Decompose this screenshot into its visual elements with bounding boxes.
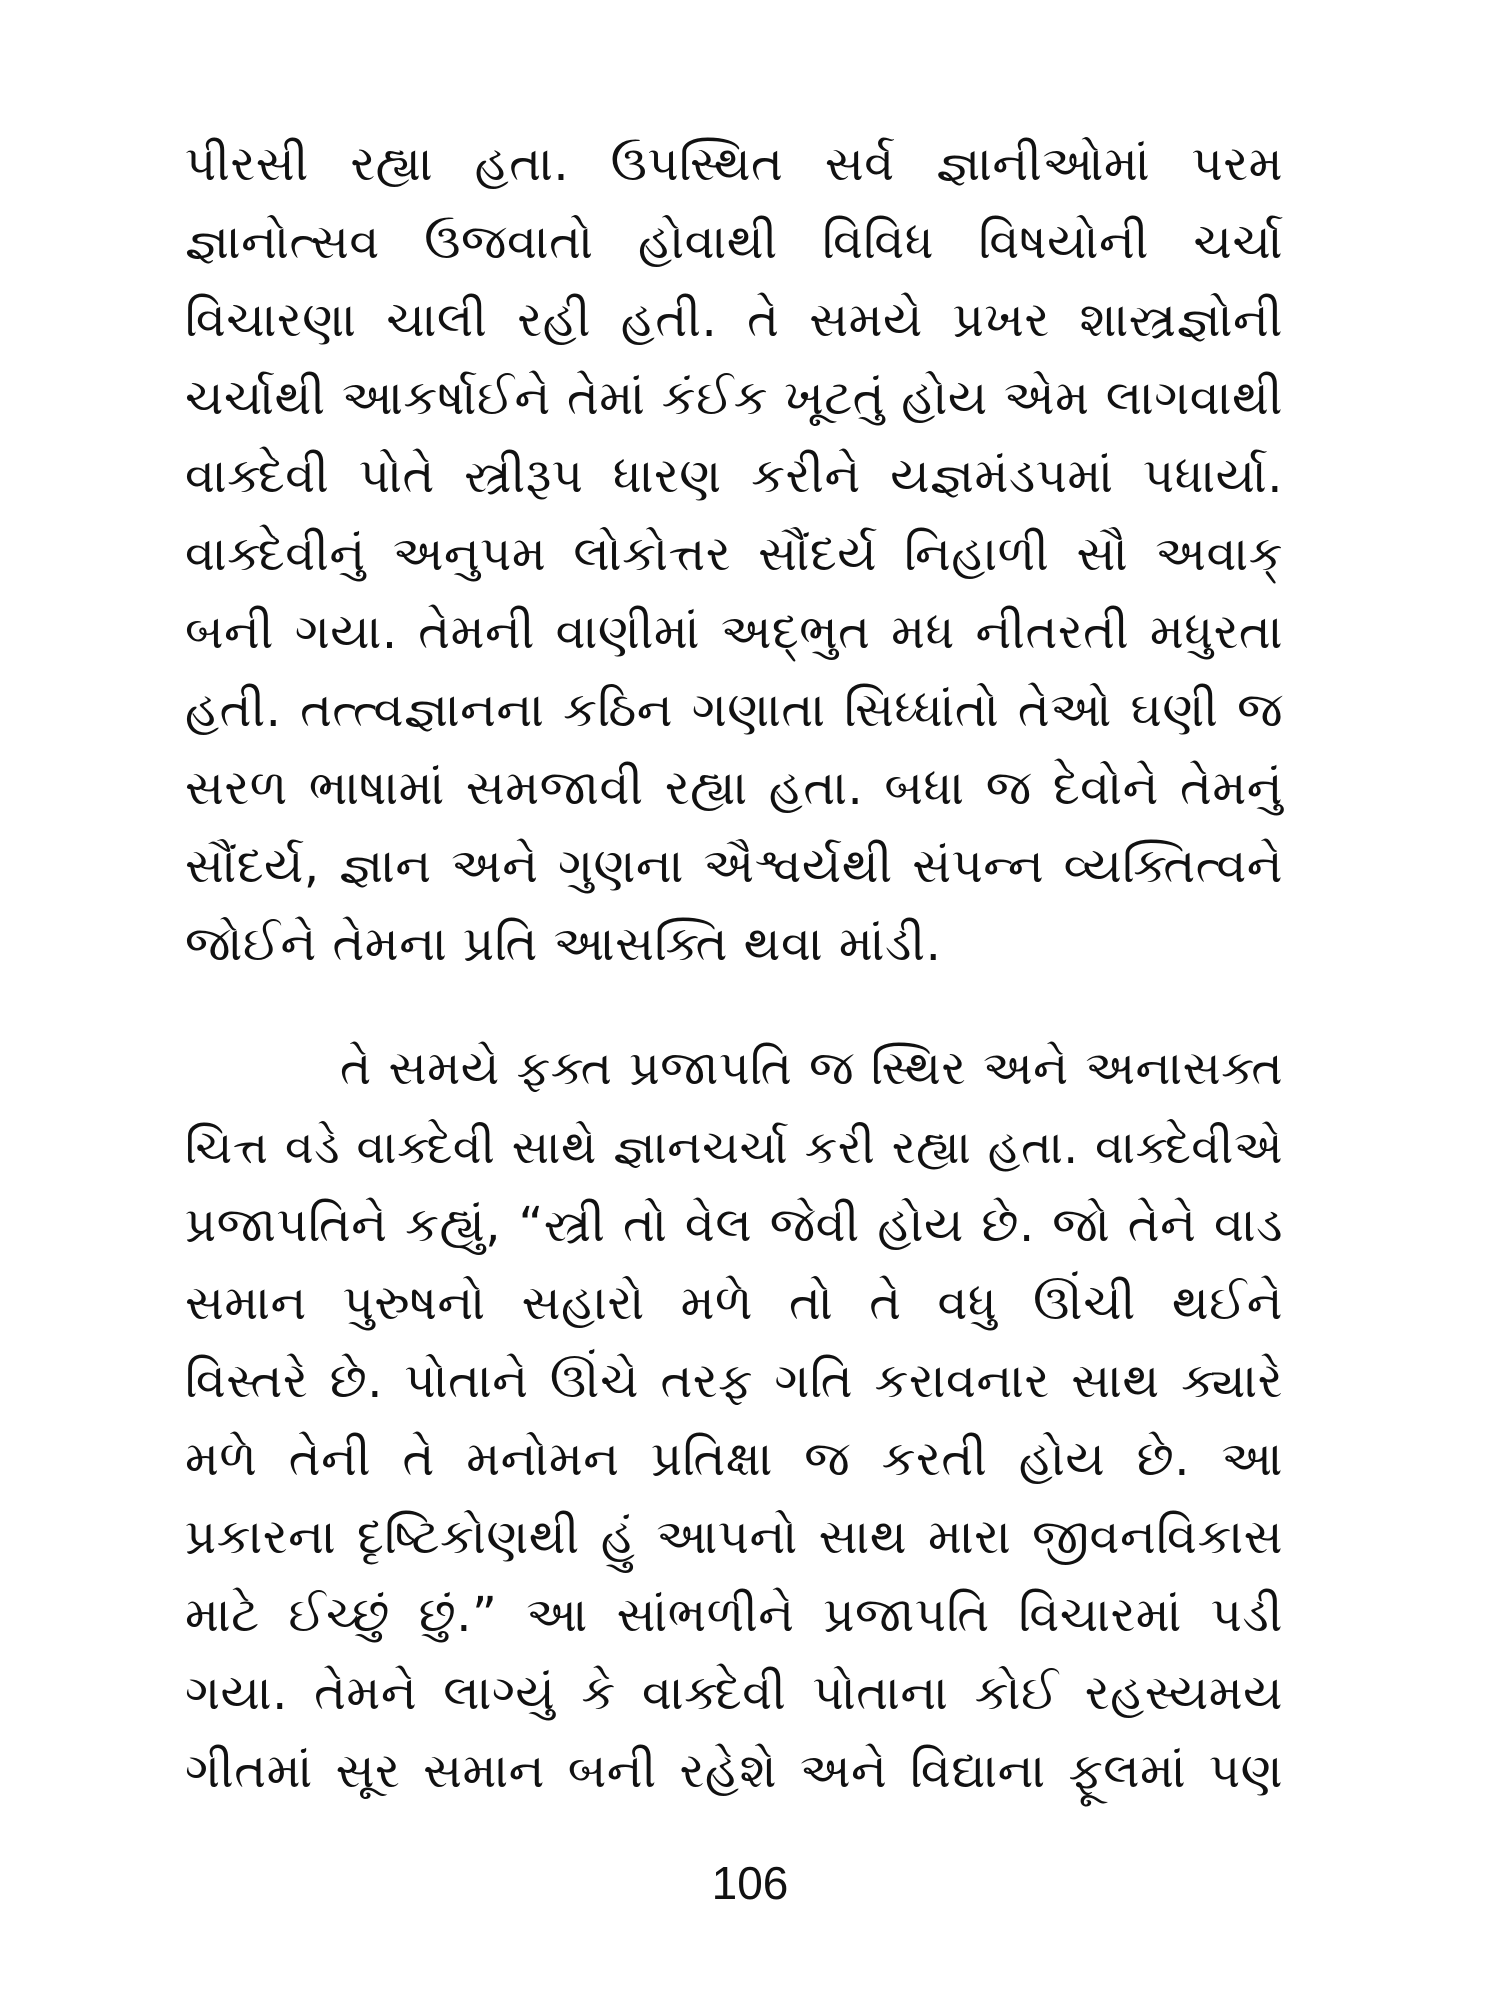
paragraph-1: [185, 125, 1283, 983]
text-line: ગયા. તેમને લાગ્યું કે વાક્દેવી પોતાના કોઈ રહસ્યમય: [185, 1665, 1283, 1721]
text-line: વાક્દેવી પોતે સ્ત્રીરૂપ ધારણ કરીને યજ્ઞમંડપમાં પધાર્યા.: [185, 448, 1283, 504]
text-line: વાક્દેવીનું અનુપમ લોકોત્તર સૌંદર્ય નિહાળી સૌ અવાક્: [185, 526, 1283, 582]
text-line: તે સમયે ફક્ત પ્રજાપતિ જ સ્થિર અને અનાસક્ત: [340, 1041, 1283, 1096]
page-number: 106: [711, 1857, 789, 1909]
text-line: ગીતમાં સૂર સમાન બની રહેશે અને વિદ્યાના ફૂલમાં પણ: [185, 1743, 1283, 1799]
text-line: ચર્ચાથી આકર્ષાઈને તેમાં કંઈક ખૂટતું હોય એમ લાગવાથી: [185, 370, 1283, 426]
text-line: જોઈને તેમના પ્રતિ આસક્તિ થવા માંડી.: [185, 916, 942, 972]
text-line: જ્ઞાનોત્સવ ઉજવાતો હોવાથી વિવિધ વિષયોની ચર્ચા: [185, 214, 1283, 270]
text-line: માટે ઈચ્છું છું.” આ સાંભળીને પ્રજાપતિ વિચારમાં પડી: [185, 1587, 1283, 1643]
text-line: મળે તેની તે મનોમન પ્રતિક્ષા જ કરતી હોય છે. આ: [185, 1431, 1283, 1487]
text-line: પ્રકારના દૃષ્ટિકોણથી હું આપનો સાથ મારા જીવનવિકાસ: [185, 1509, 1283, 1565]
text-line: સૌંદર્ય, જ્ઞાન અને ગુણના ઐશ્વર્યથી સંપન્ન વ્યક્તિત્વને: [185, 838, 1283, 894]
paragraph-2: [185, 1030, 1283, 1810]
text-line: પ્રજાપતિને કહ્યું, “સ્ત્રી તો વેલ જેવી હોય છે. જો તેને વાડ: [185, 1197, 1283, 1253]
text-line: હતી. તત્ત્વજ્ઞાનના કઠિન ગણાતા સિધ્ધાંતો તેઓ ઘણી જ: [185, 682, 1283, 738]
text-line: બની ગયા. તેમની વાણીમાં અદ્ભુત મધ નીતરતી મધુરતા: [185, 604, 1283, 660]
text-line: સમાન પુરુષનો સહારો મળે તો તે વધુ ઊંચી થઈને: [185, 1275, 1283, 1331]
text-line: વિસ્તરે છે. પોતાને ઊંચે તરફ ગતિ કરાવનાર સાથ ક્યારે: [185, 1353, 1283, 1409]
text-line: પીરસી રહ્યા હતા. ઉપસ્થિત સર્વ જ્ઞાનીઓમાં પરમ: [185, 136, 1283, 192]
text-line: સરળ ભાષામાં સમજાવી રહ્યા હતા. બધા જ દેવોને તેમનું: [185, 760, 1283, 816]
text-line: ચિત્ત વડે વાક્દેવી સાથે જ્ઞાનચર્ચા કરી રહ્યા હતા. વાક્દેવીએ: [185, 1120, 1283, 1174]
text-line: વિચારણા ચાલી રહી હતી. તે સમયે પ્રખર શાસ્ત્રજ્ઞોની: [185, 292, 1283, 348]
